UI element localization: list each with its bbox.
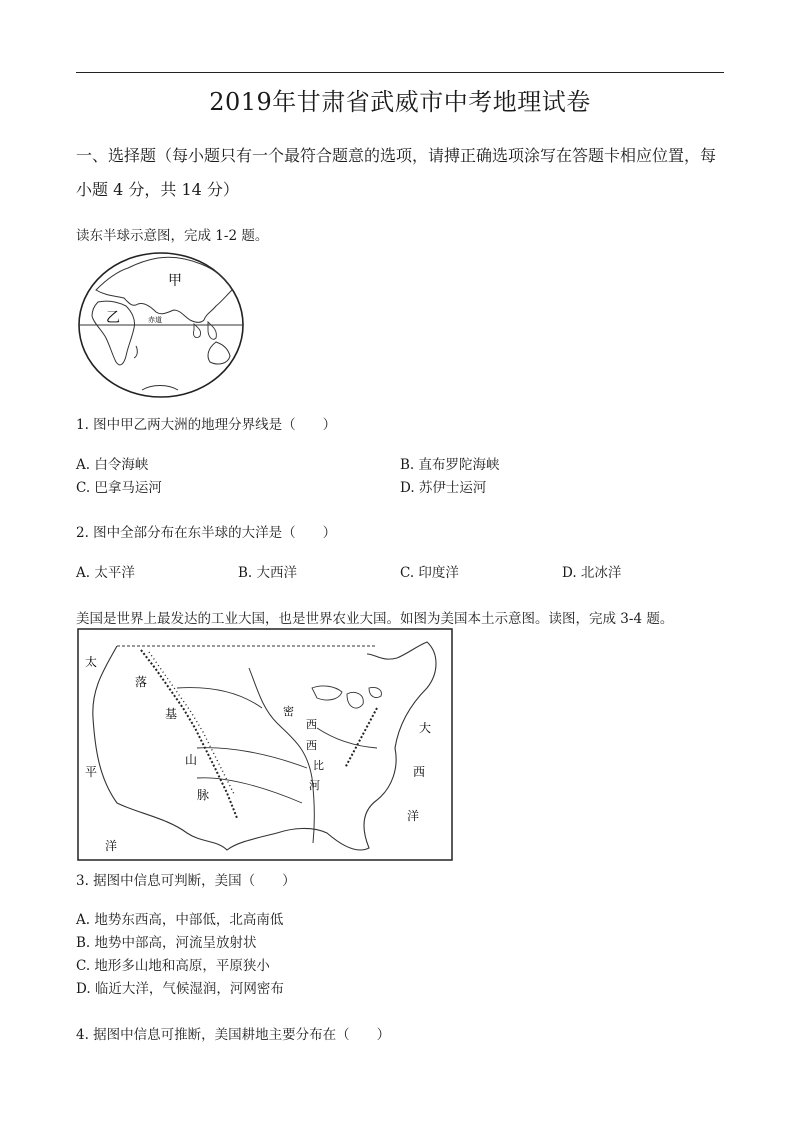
usa-map — [77, 628, 453, 861]
question-3-option-b: B. 地势中部高，河流呈放射状 — [76, 935, 257, 951]
question-3-option-a: A. 地势东西高，中部低，北高南低 — [76, 912, 284, 928]
mississippi-label: 西 — [306, 739, 317, 752]
australia-shape — [208, 342, 230, 364]
question-1-option-b: B. 直布罗陀海峡 — [400, 457, 500, 473]
page-title: 2019年甘肃省武威市中考地理试卷 — [209, 88, 591, 116]
island-shape — [193, 324, 200, 338]
antarctica-shape — [142, 386, 178, 391]
question-4-stem: 4. 据图中信息可推断，美国耕地主要分布在（ ） — [76, 1027, 391, 1043]
question-3-option-c: C. 地形多山地和高原，平原狭小 — [76, 958, 270, 974]
eastern-hemisphere-map — [76, 250, 246, 400]
mississippi-label: 比 — [313, 759, 324, 772]
rocky-label: 基 — [165, 707, 178, 721]
atlantic-label: 大 — [419, 721, 432, 735]
header-rule — [76, 72, 724, 73]
rocky-label: 山 — [185, 753, 198, 767]
question-1-option-a: A. 白令海峡 — [76, 457, 149, 473]
pacific-label: 平 — [85, 765, 98, 779]
question-3-option-d: D. 临近大洋，气候湿润，河网密布 — [76, 981, 284, 997]
question-2-option-a: A. 太平洋 — [76, 565, 135, 581]
atlantic-label: 洋 — [407, 809, 420, 823]
pacific-label: 洋 — [105, 839, 118, 853]
question-2-option-d: D. 北冰洋 — [562, 565, 622, 581]
label-jia: 甲 — [168, 273, 182, 289]
question-2-stem: 2. 图中全部分布在东半球的大洋是（ ） — [76, 525, 337, 541]
rocky-label: 脉 — [197, 788, 210, 802]
atlantic-label: 西 — [413, 765, 426, 779]
mississippi-label: 密 — [283, 705, 294, 718]
intro-text-2: 美国是世界上最发达的工业大国，也是世界农业大国。如图为美国本土示意图。读图，完成 3-4 题。 — [76, 611, 674, 627]
question-1-stem: 1. 图中甲乙两大洲的地理分界线是（ ） — [76, 417, 337, 433]
madagascar-shape — [134, 346, 137, 358]
rocky-label: 落 — [135, 675, 148, 689]
section-heading-line2: 小题 4 分，共 14 分） — [76, 180, 239, 199]
question-3-stem: 3. 据图中信息可判断，美国（ ） — [76, 873, 296, 889]
intro-text-1: 读东半球示意图，完成 1-2 题。 — [76, 228, 269, 244]
question-1-option-d: D. 苏伊士运河 — [400, 480, 487, 496]
label-yi: 乙 — [106, 310, 120, 326]
mississippi-label: 西 — [306, 718, 317, 731]
question-2-option-b: B. 大西洋 — [238, 565, 298, 581]
section-heading-line1: 一、选择题（每小题只有一个最符合题意的选项，请搏正确选项涂写在答题卡相应位置，每 — [76, 146, 717, 165]
label-equator: 赤道 — [148, 316, 162, 324]
pacific-label: 太 — [85, 655, 98, 669]
question-1-option-c: C. 巴拿马运河 — [76, 480, 162, 496]
question-2-option-c: C. 印度洋 — [400, 565, 459, 581]
mississippi-label: 河 — [309, 779, 320, 792]
